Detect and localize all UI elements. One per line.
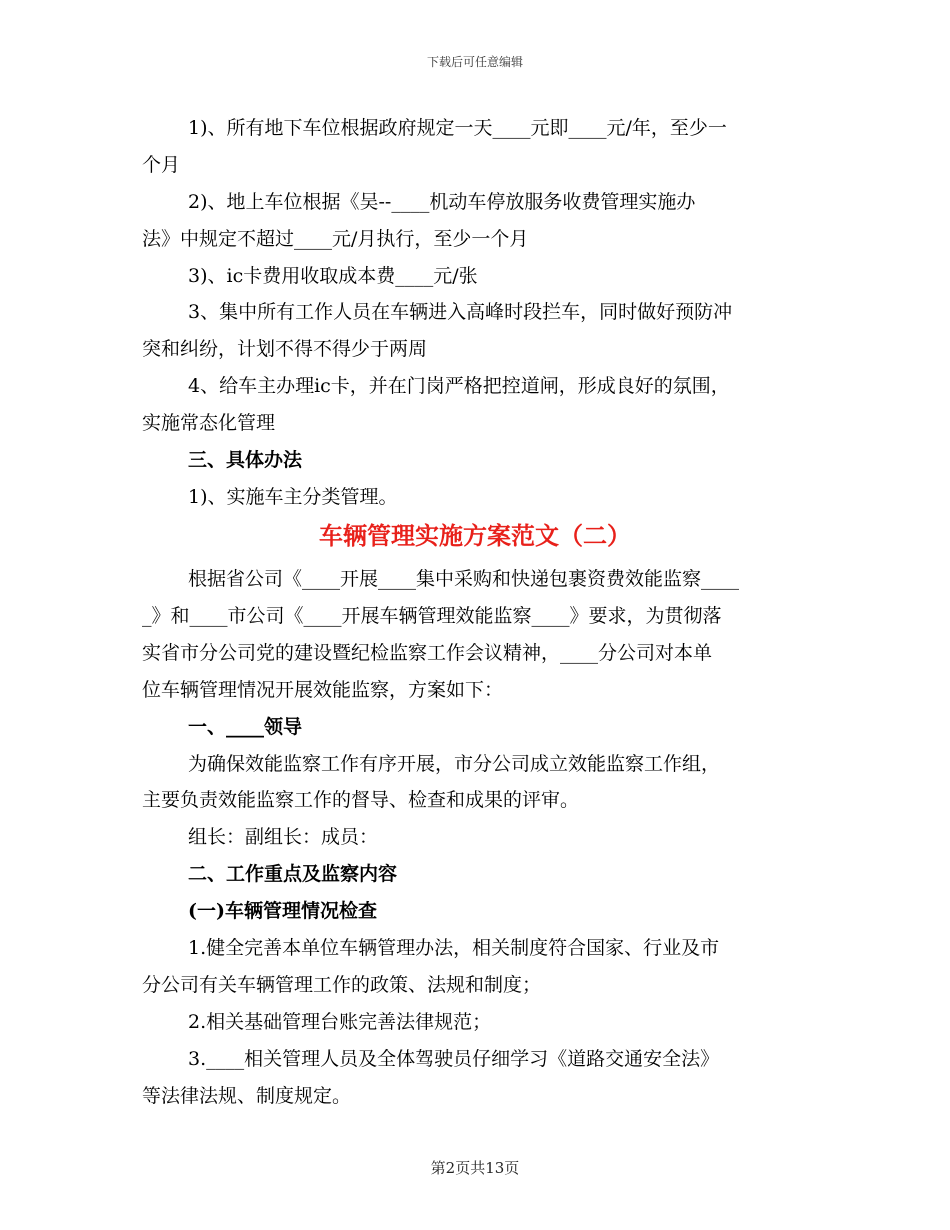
text-line: 实省市分公司党的建设暨纪检监察工作会议精神，____分公司对本单 <box>142 642 713 664</box>
text-line: 3)、ic卡费用收取成本费____元/张 <box>188 265 478 287</box>
page-header: 下载后可任意编辑 <box>426 55 523 69</box>
text-line: 为确保效能监察工作有序开展，市分公司成立效能监察工作组， <box>188 753 721 775</box>
text-line: 突和纠纷，计划不得不得少于两周 <box>142 338 428 360</box>
text-line: 3、集中所有工作人员在车辆进入高峰时段拦车，同时做好预防冲 <box>188 301 733 323</box>
text-line: 组长：副组长：成员： <box>188 826 379 848</box>
section-heading: 二、工作重点及监察内容 <box>188 863 398 885</box>
text-line: 法》中规定不超过____元/月执行，至少一个月 <box>142 228 529 250</box>
text-line: 4、给车主办理ic卡，并在门岗严格把控道闸，形成良好的氛围， <box>188 375 730 397</box>
text-line: 3.____相关管理人员及全体驾驶员仔细学习《道路交通安全法》 <box>188 1048 720 1070</box>
page-footer: 第2页共13页 <box>430 1159 520 1177</box>
section-heading: 三、具体办法 <box>188 449 303 471</box>
text-line: 个月 <box>142 154 181 176</box>
section-heading: 一、____领导 <box>188 716 303 738</box>
text-line: 位车辆管理情况开展效能监察，方案如下： <box>142 679 504 701</box>
text-line: 主要负责效能监察工作的督导、检查和成果的评审。 <box>142 789 580 811</box>
text-line: 2)、地上车位根据《吴--____机动车停放服务收费管理实施办 <box>188 191 696 213</box>
text-line: 1.健全完善本单位车辆管理办法，相关制度符合国家、行业及市 <box>188 937 720 959</box>
text-line: _》和____市公司《____开展车辆管理效能监察____》要求，为贯彻落 <box>142 605 722 627</box>
text-line: 2.相关基础管理台账完善法律规范； <box>188 1011 492 1033</box>
section-heading: (一)车辆管理情况检查 <box>188 900 377 922</box>
text-line: 1)、所有地下车位根据政府规定一天____元即____元/年，至少一 <box>188 117 727 139</box>
text-line: 1)、实施车主分类管理。 <box>188 486 398 508</box>
text-line: 实施常态化管理 <box>142 412 276 434</box>
text-line: 根据省公司《____开展____集中采购和快递包裹资费效能监察____ <box>188 568 740 590</box>
text-line: 分公司有关车辆管理工作的政策、法规和制度； <box>142 974 542 996</box>
text-line: 等法律法规、制度规定。 <box>142 1085 352 1107</box>
document-title: 车辆管理实施方案范文（二） <box>319 522 631 550</box>
